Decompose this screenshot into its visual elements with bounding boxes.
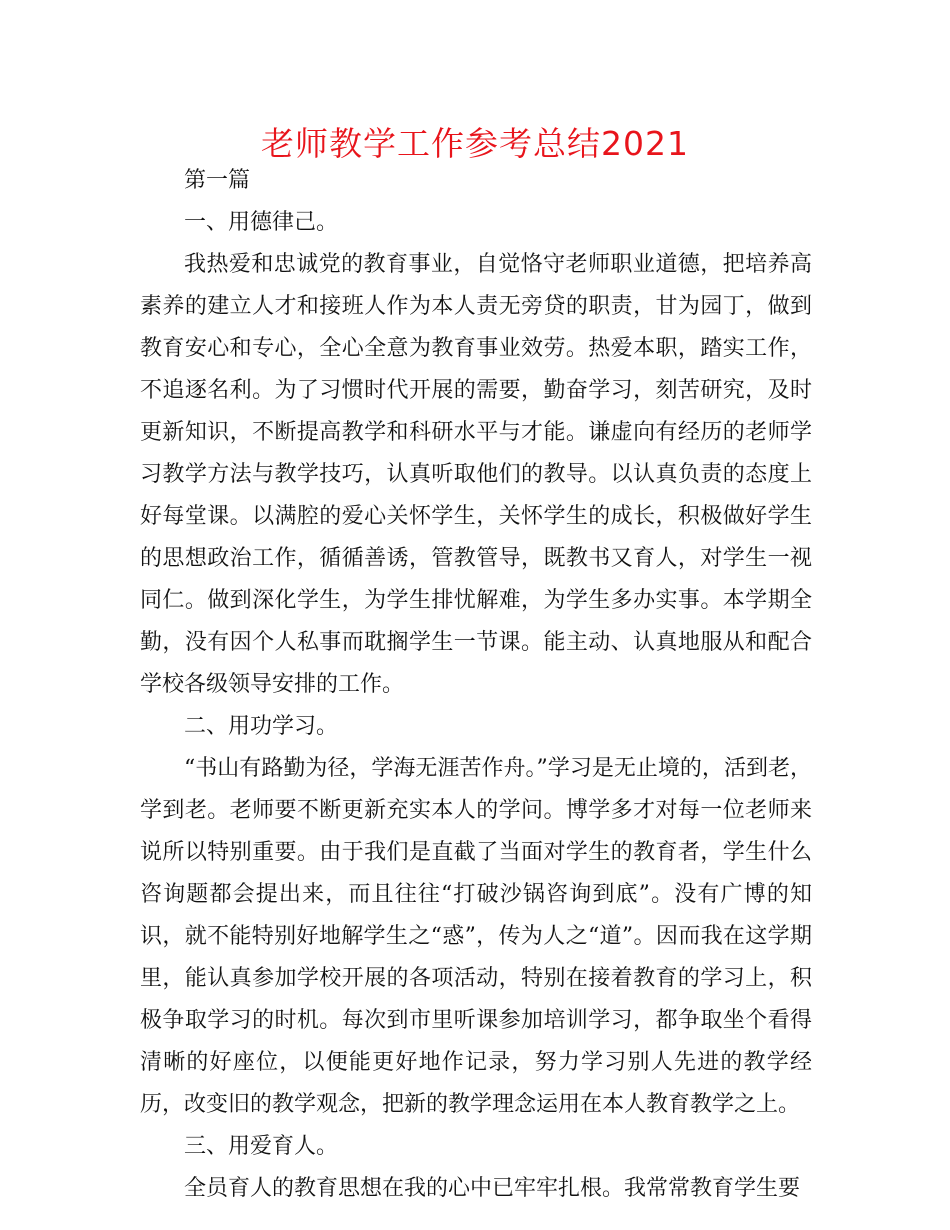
- paragraph-1: 我热爱和忠诚党的教育事业，自觉恪守老师职业道德，把培养高素养的建立人才和接班人作为本人责无旁贷的职责，甘为园丁，做到教育安心和专心，全心全意为教育事业效劳。热爱本职，踏实工作，不追逐名利。为了习惯时代开展的需要，勤奋学习，刻苦研究，及时更新知识，不断提高教学和科研水平与才能。谦虚向有经历的老师学习教学方法与教学技巧，认真听取他们的教导。以认真负责的态度上好每堂课。以满腔的爱心关怀学生，关怀学生的成长，积极做好学生的思想政治工作，循循善诱，管教管导，既教书又育人，对学生一视同仁。做到深化学生，为学生排忧解难，为学生多办实事。本学期全勤，没有因个人私事而耽搁学生一节课。能主动、认真地服从和配合学校各级领导安排的工作。: [140, 252, 812, 697]
- paragraph-3: 全员育人的教育思想在我的心中已牢牢扎根。我常常教育学生要: [184, 1176, 801, 1201]
- document-title: 老师教学工作参考总结2021: [261, 124, 689, 163]
- section-heading-1: 一、用德律己。: [184, 210, 339, 235]
- section-heading-3: 三、用爱育人。: [184, 1134, 339, 1159]
- document-body: [140, 160, 812, 1210]
- paragraph-2: “书山有路勤为径，学海无涯苦作舟。”学习是无止境的，活到老，学到老。老师要不断更新充实本人的学问。博学多才对每一位老师来说所以特别重要。由于我们是直截了当面对学生的教育者，学生什么咨询题都会提出来，而且往往“打破沙锅咨询到底”。没有广博的知识，就不能特别好地解学生之“惑”，传为人之“道”。因而我在这学期里，能认真参加学校开展的各项活动，特别在接着教育的学习上，积极争取学习的时机。每次到市里听课参加培训学习，都争取坐个看得清晰的好座位，以便能更好地作记录，努力学习别人先进的教学经历，改变旧的教学观念，把新的教学理念运用在本人教育教学之上。: [140, 756, 812, 1117]
- section-label: 第一篇: [184, 168, 251, 193]
- section-heading-2: 二、用功学习。: [184, 714, 339, 739]
